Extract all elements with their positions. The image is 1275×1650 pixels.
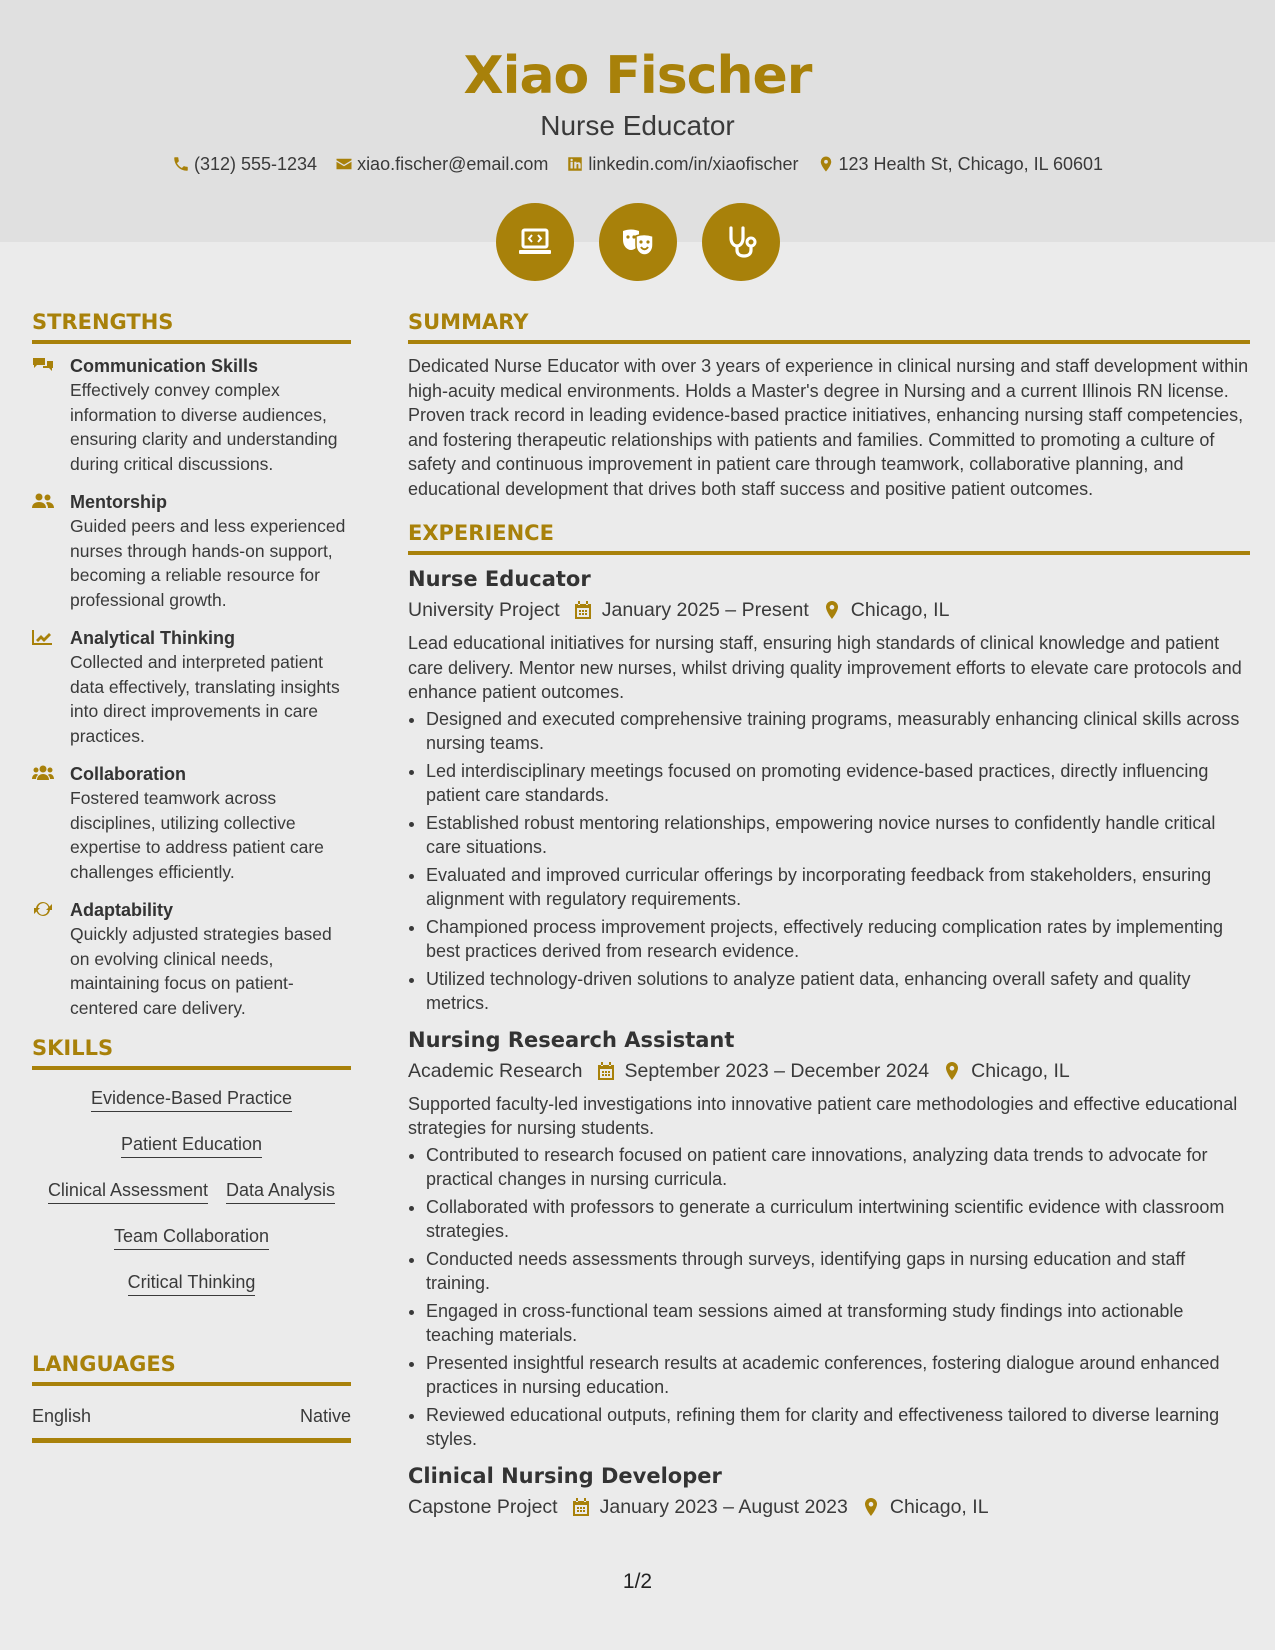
strength-name: Collaboration	[70, 764, 186, 784]
job-bullet: • Conducted needs assessments through surveys, identifying gaps in nursing education and staff training.	[426, 1247, 1250, 1296]
skill-tag: Patient Education	[121, 1132, 262, 1158]
job-org: Capstone Project	[408, 1495, 558, 1518]
language-level: Native	[299, 1406, 351, 1426]
skill-tag: Data Analysis	[226, 1178, 335, 1204]
job-role: Clinical Nursing Developer	[408, 1463, 722, 1488]
strength-item	[32, 762, 351, 884]
strength-desc: Guided peers and less experienced nurses through hands-on support, becoming a reliable resource for professional growth.	[70, 516, 346, 610]
phone-text: (312) 555-1234	[193, 154, 318, 174]
laptop-code-icon	[496, 203, 574, 281]
masks-theater-icon	[599, 203, 677, 281]
strength-name: Adaptability	[70, 900, 174, 920]
location-pin-icon	[817, 155, 835, 173]
job-description: Lead educational initiatives for nursing staff, ensuring high standards of clinical knowledge and patient care delivery. Mentor new nurses, whilst driving quality improvement efforts to elevate care protocols and enhance patient outcomes.	[408, 633, 1242, 702]
job-dates: January 2025 – Present	[601, 599, 809, 621]
address-text: 123 Health St, Chicago, IL 60601	[838, 154, 1104, 174]
job-bullet: • Utilized technology-driven solutions to analyze patient data, enhancing overall safety and quality metrics.	[426, 967, 1250, 1016]
job-bullet: • Established robust mentoring relationships, empowering novice nurses to confidently handle critical care situations.	[426, 811, 1250, 860]
job-description: Supported faculty-led investigations into innovative patient care methodologies and effective educational strategies for nursing students.	[408, 1093, 1238, 1138]
skills-heading: SKILLS	[32, 1034, 351, 1070]
job-bullets	[408, 707, 1250, 1016]
contact-bar	[0, 152, 1275, 176]
job-entry	[408, 1026, 1250, 1452]
job-bullet: • Designed and executed comprehensive training programs, measurably enhancing clinical skills across nursing teams.	[426, 707, 1250, 756]
page-number: 1/2	[622, 1570, 653, 1593]
strength-name: Analytical Thinking	[70, 628, 236, 648]
linkedin-icon	[566, 155, 584, 173]
linkedin-text: linkedin.com/in/xiaofischer	[588, 154, 799, 174]
chart-line-icon	[32, 628, 54, 646]
left-column	[32, 308, 351, 1443]
stethoscope-icon	[702, 203, 780, 281]
strength-name: Communication Skills	[70, 356, 259, 376]
location-pin-icon	[943, 1061, 961, 1081]
contact-email[interactable]	[335, 152, 548, 176]
users-icon	[32, 764, 54, 782]
strength-item	[32, 626, 351, 748]
job-role: Nurse Educator	[408, 567, 591, 591]
language-name: English	[32, 1406, 92, 1426]
strength-name: Mentorship	[70, 492, 167, 512]
skill-tag: Clinical Assessment	[48, 1178, 208, 1204]
job-role: Nursing Research Assistant	[408, 1027, 735, 1052]
job-meta	[408, 595, 1250, 625]
job-location: Chicago, IL	[850, 599, 950, 621]
job-entry	[408, 565, 1250, 1016]
candidate-name: Xiao Fischer	[463, 46, 812, 106]
job-bullet: • Evaluated and improved curricular offerings by incorporating feedback from stakeholders, ensuring alignment with regulatory requirements.	[426, 863, 1250, 912]
contact-address	[817, 152, 1104, 176]
calendar-icon	[572, 1497, 590, 1517]
job-bullets	[408, 1143, 1250, 1452]
strengths-list	[32, 354, 351, 1020]
skill-tag: Team Collaboration	[114, 1224, 269, 1250]
envelope-icon	[335, 155, 353, 173]
skill-tag: Evidence-Based Practice	[91, 1086, 292, 1112]
summary-heading: SUMMARY	[408, 308, 1250, 344]
job-bullet: • Collaborated with professors to generate a curriculum intertwining scientific evidence with classroom strategies.	[426, 1195, 1250, 1244]
job-bullet: • Contributed to research focused on patient care innovations, analyzing data trends to advocate for practical changes in nursing curricula.	[426, 1143, 1250, 1192]
languages-heading: LANGUAGES	[32, 1350, 351, 1386]
job-meta	[408, 1492, 1250, 1522]
contact-linkedin[interactable]	[566, 152, 798, 176]
strength-desc: Fostered teamwork across disciplines, utilizing collective expertise to address patient care challenges efficiently.	[70, 788, 324, 882]
job-location: Chicago, IL	[971, 1059, 1070, 1082]
job-bullet: • Presented insightful research results at academic conferences, fostering dialogue around enhanced practices in nursing education.	[426, 1351, 1250, 1400]
job-bullet: • Reviewed educational outputs, refining them for clarity and effectiveness tailored to diverse learning styles.	[426, 1403, 1250, 1452]
language-item	[32, 1396, 351, 1443]
contact-phone[interactable]	[172, 152, 317, 176]
right-column	[408, 308, 1250, 1532]
location-pin-icon	[862, 1497, 880, 1517]
calendar-icon	[597, 1061, 615, 1081]
job-dates: September 2023 – December 2024	[624, 1059, 930, 1082]
job-location: Chicago, IL	[889, 1495, 989, 1518]
strength-desc: Collected and interpreted patient data effectively, translating insights into direct improvements in care practices.	[70, 652, 340, 746]
skills-list	[32, 1080, 351, 1310]
job-bullet: • Led interdisciplinary meetings focused on promoting evidence-based practices, directly influencing patient care standards.	[426, 759, 1250, 808]
job-bullet: • Championed process improvement projects, effectively reducing complication rates by implementing best practices derived from research evidence.	[426, 915, 1250, 964]
phone-icon	[172, 155, 190, 173]
job-dates: January 2023 – August 2023	[599, 1495, 848, 1518]
job-meta	[408, 1056, 1250, 1086]
job-entry	[408, 1462, 1250, 1522]
calendar-icon	[574, 600, 592, 620]
strength-desc: Effectively convey complex information to diverse audiences, ensuring clarity and understanding during critical discussions.	[70, 380, 338, 474]
strength-item	[32, 490, 351, 612]
job-org: University Project	[408, 599, 560, 621]
strengths-heading: STRENGTHS	[32, 308, 351, 344]
badge-row	[0, 203, 1275, 281]
location-pin-icon	[823, 600, 841, 620]
summary-text: Dedicated Nurse Educator with over 3 years of experience in clinical nursing and staff development within high-acuity medical environments. Holds a Master's degree in Nursing and a current Illinois RN license. Proven track record in leading evidence-based practice initiatives, enhancing nursing staff competencies, and fostering therapeutic relationships with patients and families. Committed to promoting a culture of safety and continuous improvement in patient care through teamwork, collaborative planning, and educational development that drives both staff success and positive patient outcomes.	[408, 356, 1249, 499]
rotate-icon	[32, 900, 54, 918]
email-text: xiao.fischer@email.com	[357, 154, 549, 174]
strength-item	[32, 354, 351, 476]
strength-desc: Quickly adjusted strategies based on evolving clinical needs, maintaining focus on patient-centered care delivery.	[70, 924, 332, 1018]
strength-item	[32, 898, 351, 1020]
comments-icon	[32, 356, 54, 374]
user-group-icon	[32, 492, 54, 510]
job-bullet: • Engaged in cross-functional team sessions aimed at transforming study findings into actionable teaching materials.	[426, 1299, 1250, 1348]
candidate-title: Nurse Educator	[540, 110, 735, 141]
job-org: Academic Research	[408, 1059, 583, 1082]
skill-tag: Critical Thinking	[128, 1270, 256, 1296]
experience-heading: EXPERIENCE	[408, 519, 1250, 555]
